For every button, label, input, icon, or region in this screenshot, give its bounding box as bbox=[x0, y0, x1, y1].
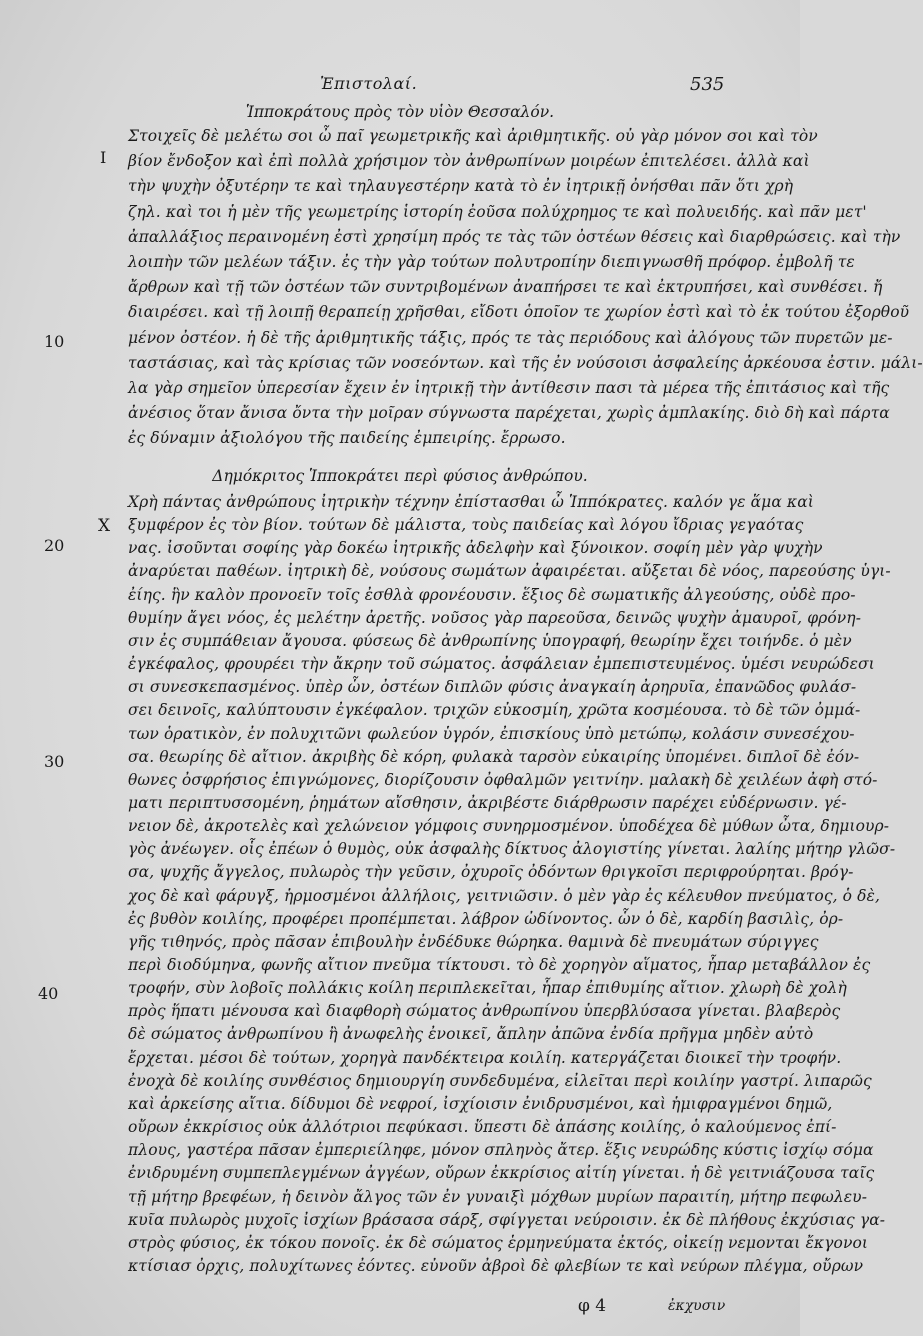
text-line: σι συνεσκεπασμένος. ὑπὲρ ὧν, ὀστέων διπλῶν φύσις ἀναγκαίη ἀρηρυῖα, ἐπανῶδος φυλάσ- bbox=[128, 678, 857, 697]
text-line: λα γὰρ σημεῖον ὑπερεσίαν ἔχειν ἐν ἰητρικῇ τὴν ἀντίθεσιν πασι τὰ μέρεα τῆς ἐπιτάσιος καὶ τῆς bbox=[128, 379, 890, 397]
text-line: πλους, γαστέρα πᾶσαν ἐμπεριείληφε, μόνον σπληνὸς ἄτερ. ἕξις νευρώδης κύστις ἰσχίῳ σόμα bbox=[128, 1141, 874, 1160]
text-line: κυῖα πυλωρὸς μυχοῖς ἰσχίων βράσασα σάρξ, σφίγγεται νεύροισιν. ἐκ δὲ πλήθους ἐκχύσιας γα- bbox=[128, 1210, 886, 1229]
text-line: ἀπαλλάξιος περαινομένη ἐστὶ χρησίμη πρός τε τὰς τῶν ὀστέων θέσεις καὶ διαρθρώσεις. καὶ τὴν bbox=[128, 227, 901, 246]
margin-mark: I bbox=[100, 148, 107, 167]
text-line: ἄρθρων καὶ τῇ τῶν ὀστέων τῶν συντριβομένων ἀναπήρσει τε καὶ ἐκτρυπήσει, καὶ συνθέσει. ἤ bbox=[128, 278, 883, 297]
text-line: ἀνέσιος ὅταν ἄνισα ὄντα τὴν μοῖραν σύγνωστα παρέχεται, χωρὶς ἀμπλακίης. διὸ δὴ καὶ πάρτα bbox=[128, 404, 890, 423]
text-line: ἐς βυθὸν κοιλίης, προφέρει προπέμπεται. λάβρον ὠδίνοντος. ὧν ὁ δὲ, καρδίη βασιλὶς, ὀρ- bbox=[128, 909, 844, 928]
margin-line-number: 10 bbox=[44, 332, 65, 351]
text-line: ἐνιδρυμένη συμπεπλεγμένων ἀγγέων, οὔρων ἐκκρίσιος αἰτίη γίνεται. ἡ δὲ γειτνιάζουσα ταῖς bbox=[128, 1164, 875, 1183]
text-line: Χρὴ πάντας ἀνθρώπους ἰητρικὴν τέχνην ἐπίστασθαι ὦ Ἱππόκρατες. καλόν γε ἅμα καὶ bbox=[128, 493, 814, 511]
text-line: νειον δὲ, ἀκροτελὲς καὶ χελώνειον γόμφοις συνηρμοσμένον. ὑποδέχεα δὲ μύθων ὦτα, δημιουρ- bbox=[128, 817, 890, 836]
text-line: πρὸς ἥπατι μένουσα καὶ διαφθορὴ σώματος ἀνθρωπίνου ὑπερβλύσασα γίνεται. βλαβερὸς bbox=[128, 1002, 841, 1021]
margin-line-number: 40 bbox=[38, 984, 59, 1003]
page-header bbox=[0, 74, 800, 98]
text-line: βίον ἔνδοξον καὶ ἐπὶ πολλὰ χρήσιμον τὸν ἀνθρωπίνων μοιρέων ἐπιτελέσει. ἀλλὰ καὶ bbox=[128, 152, 810, 171]
section-title: Δημόκριτος Ἱπποκράτει περὶ φύσιος ἀνθρώπου. bbox=[212, 467, 588, 485]
text-line: θωνες ὀσφρήσιος ἐπιγνώμονες, διορίζουσιν ὀφθαλμῶν γειτνίην. μαλακὴ δὲ χειλέων ἀφὴ στό- bbox=[128, 770, 878, 789]
text-line: των ὁρατικὸν, ἐν πολυχιτῶνι φωλεύον ὑγρόν, ἐπισκίους ὑπὸ μετώπῳ, κολάσιν συνεσέχου- bbox=[128, 724, 855, 743]
text-line: ἀναρύεται παθέων. ἰητρικὴ δὲ, νούσους σωμάτων ἀφαιρέεται. αὔξεται δὲ νόος, παρεούσης ὑγι- bbox=[128, 562, 891, 581]
text-line: σει δεινοῖς, καλύπτουσιν ἐγκέφαλον. τριχῶν εὐκοσμίη, χρῶτα κοσμέουσα. τὸ δὲ τῶν ὀμμά- bbox=[128, 701, 861, 720]
catchword: ἐκχυσιν bbox=[668, 1298, 726, 1314]
text-line: λοιπὴν τῶν μελέων τάξιν. ἐς τὴν γὰρ τούτων πολυτροπίην διεπιγνωσθῆ πρόφορ. ἐμβολῆ τε bbox=[128, 253, 855, 271]
text-line: τὴν ψυχὴν ὀξυτέρην τε καὶ τηλαυγεστέρην κατὰ τὸ ἐν ἰητρικῇ ὀνήσθαι πᾶν ὅτι χρὴ bbox=[128, 177, 794, 196]
text-line: ἐς δύναμιν ἀξιολόγου τῆς παιδείης ἐμπειρίης. ἔρρωσο. bbox=[128, 429, 566, 448]
text-line: ξυμφέρον ἐς τὸν βίον. τούτων δὲ μάλιστα, τοὺς παιδείας καὶ λόγου ἴδριας γεγαότας bbox=[128, 516, 804, 535]
text-line: ταστάσιας, καὶ τὰς κρίσιας τῶν νοσεόντων. καὶ τῆς ἐν νούσοισι ἀσφαλείης ἀρκέουσα ἐστιν. μάλι- bbox=[128, 353, 923, 372]
text-line: στρὸς φύσιος, ἐκ τόκου πονοῖς. ἐκ δὲ σώματος ἑρμηνεύματα ἐκτός, οἰκείῃ νεμονται ἔκγονοι bbox=[128, 1233, 869, 1252]
text-line: νας. ἰσοῦνται σοφίης γὰρ δοκέω ἰητρικῆς ἀδελφὴν καὶ ξύνοικον. σοφίη μὲν γὰρ ψυχὴν bbox=[128, 539, 823, 558]
text-line: ζηλ. καὶ τοι ἡ μὲν τῆς γεωμετρίης ἱστορίη ἐοῦσα πολύχρημος τε καὶ πολυειδής. καὶ πᾶν μετ' bbox=[128, 202, 867, 221]
margin-line-number: 20 bbox=[44, 536, 65, 555]
text-line: ἐίης. ἣν καλὸν προνοεῖν τοῖς ἐσθλὰ φρονέουσιν. ἕξιος δὲ σωματικῆς ἀλγεούσης, οὐδὲ προ- bbox=[128, 585, 856, 604]
text-line: περὶ διοδύμηνα, φωνῆς αἴτιον πνεῦμα τίκτουσι. τὸ δὲ χορηγὸν αἵματος, ἧπαρ μεταβάλλον ἐς bbox=[128, 956, 871, 974]
text-line: ἐγκέφαλος, φρουρέει τὴν ἄκρην τοῦ σώματος. ἀσφάλειαν ἐμπεπιστευμένος. ὑμέσι νευρώδεσι bbox=[128, 655, 875, 674]
text-line: γὸς ἀνέωγεν. οἷς ἐπέων ὁ θυμὸς, οὐκ ἀσφαλὴς δίκτυος ἀλογιστίης γίνεται. λαλίης μήτηρ γλῶσ- bbox=[128, 840, 896, 859]
text-line: ἐνοχὰ δὲ κοιλίης συνθέσιος δημιουργίη συνδεδυμένα, εἰλεῖται περὶ κοιλίην γαστρί. λιπαρῶς bbox=[128, 1071, 872, 1090]
margin-mark: X bbox=[98, 516, 111, 536]
text-line: σα. θεωρίης δὲ αἴτιον. ἀκριβὴς δὲ κόρη, φυλακὰ ταρσὸν εὐκαιρίης ὑπομένει. διπλοῖ δὲ ἐόν- bbox=[128, 747, 860, 766]
text-line: καὶ ἀρκείσης αἴτια. δίδυμοι δὲ νεφροί, ἰσχίοισιν ἐνιδρυσμένοι, καὶ ἡμιφραγμένοι δημῶ, bbox=[128, 1094, 833, 1113]
text-line: τροφήν, σὺν λοβοῖς πολλάκις κοίλη περιπλεκεῖται, ἧπαρ ἐπιθυμίης αἴτιον. χλωρὴ δὲ χολὴ bbox=[128, 979, 847, 998]
text-line: σιν ἐς συμπάθειαν ἄγουσα. φύσεως δὲ ἀνθρωπίνης ὑπογραφή, θεωρίην ἔχει τοιήνδε. ὁ μὲν bbox=[128, 631, 852, 650]
text-line: δὲ σώματος ἀνθρωπίνου ἢ ἀνωφελὴς ἐνοικεῖ, ἄπλην ἀπῶνα ἐνδία πρῆγμα μηδὲν αὐτὸ bbox=[128, 1025, 814, 1044]
text-line: κτίσιασ ὀρχις, πολυχίτωνες ἐόντες. εὐνοῦν ἀβροὶ δὲ φλεβίων τε καὶ νεύρων πλέγμα, οὔρων bbox=[128, 1256, 864, 1275]
text-line: μένον ὀστέον. ἡ δὲ τῆς ἀριθμητικῆς τάξις, πρός τε τὰς περιόδους καὶ ἀλόγους τῶν πυρετῶν με- bbox=[128, 328, 893, 347]
text-line: σα, ψυχῆς ἄγγελος, πυλωρὸς τὴν γεῦσιν, ὀχυροῖς ὀδόντων θριγκοῖσι περιφρούρηται. βρόγ- bbox=[128, 863, 854, 882]
text-line: διαιρέσει. καὶ τῇ λοιπῇ θεραπείῃ χρῆσθαι, εἴδοτι ὁποῖον τε χωρίον ἐστὶ καὶ τὸ ἐκ τούτου ἐξορθοῦ bbox=[128, 303, 910, 322]
running-head: Ἐπιστολαί. bbox=[320, 74, 418, 93]
text-line: θυμίην ἄγει νόος, ἐς μελέτην ἀρετῆς. νοῦσος γὰρ παρεοῦσα, δεινῶς ψυχὴν ἀμαυροῖ, φρόνη- bbox=[128, 608, 862, 627]
text-line: χος δὲ καὶ φάρυγξ, ἡρμοσμένοι ἀλλήλοις, γειτνιῶσιν. ὁ μὲν γὰρ ἐς κέλευθον πνεύματος, ὁ δὲ, bbox=[128, 886, 880, 905]
text-line: ἔρχεται. μέσοι δὲ τούτων, χορηγὰ πανδέκτειρα κοιλίη. κατεργάζεται διοικεῖ τὴν τροφήν. bbox=[128, 1048, 842, 1067]
text-line: γῆς τιθηνός, πρὸς πᾶσαν ἐπιβουλὴν ἐνδέδυκε θώρηκα. θαμινὰ δὲ πνευμάτων σύριγγες bbox=[128, 932, 819, 951]
letter-title: Ἱπποκράτους πρὸς τὸν υἱὸν Θεσσαλόν. bbox=[245, 103, 555, 121]
page-number: 535 bbox=[690, 74, 725, 95]
text-line: τῇ μήτηρ βρεφέων, ἡ δεινὸν ἄλγος τῶν ἐν γυναιξὶ μόχθων μυρίων παραιτίη, μήτηρ πεφωλευ- bbox=[128, 1187, 868, 1206]
text-line: Στοιχεῖς δὲ μελέτω σοι ὦ παῖ γεωμετρικῆς καὶ ἀριθμητικῆς. οὐ γὰρ μόνον σοι καὶ τὸν bbox=[128, 127, 818, 145]
text-line: ματι περιπτυσσομένη, ῥημάτων αἴσθησιν, ἀκριβέστε διάρθρωσιν παρέχει εὐδέρνωσιν. γέ- bbox=[128, 793, 847, 812]
signature-mark: φ 4 bbox=[578, 1296, 607, 1316]
text-line: οὔρων ἐκκρίσιος οὐκ ἀλλότριοι πεφύκασι. ὕπεστι δὲ ἁπάσης κοιλίης, ὁ καλούμενος ἐπί- bbox=[128, 1118, 837, 1137]
margin-line-number: 30 bbox=[44, 752, 65, 771]
